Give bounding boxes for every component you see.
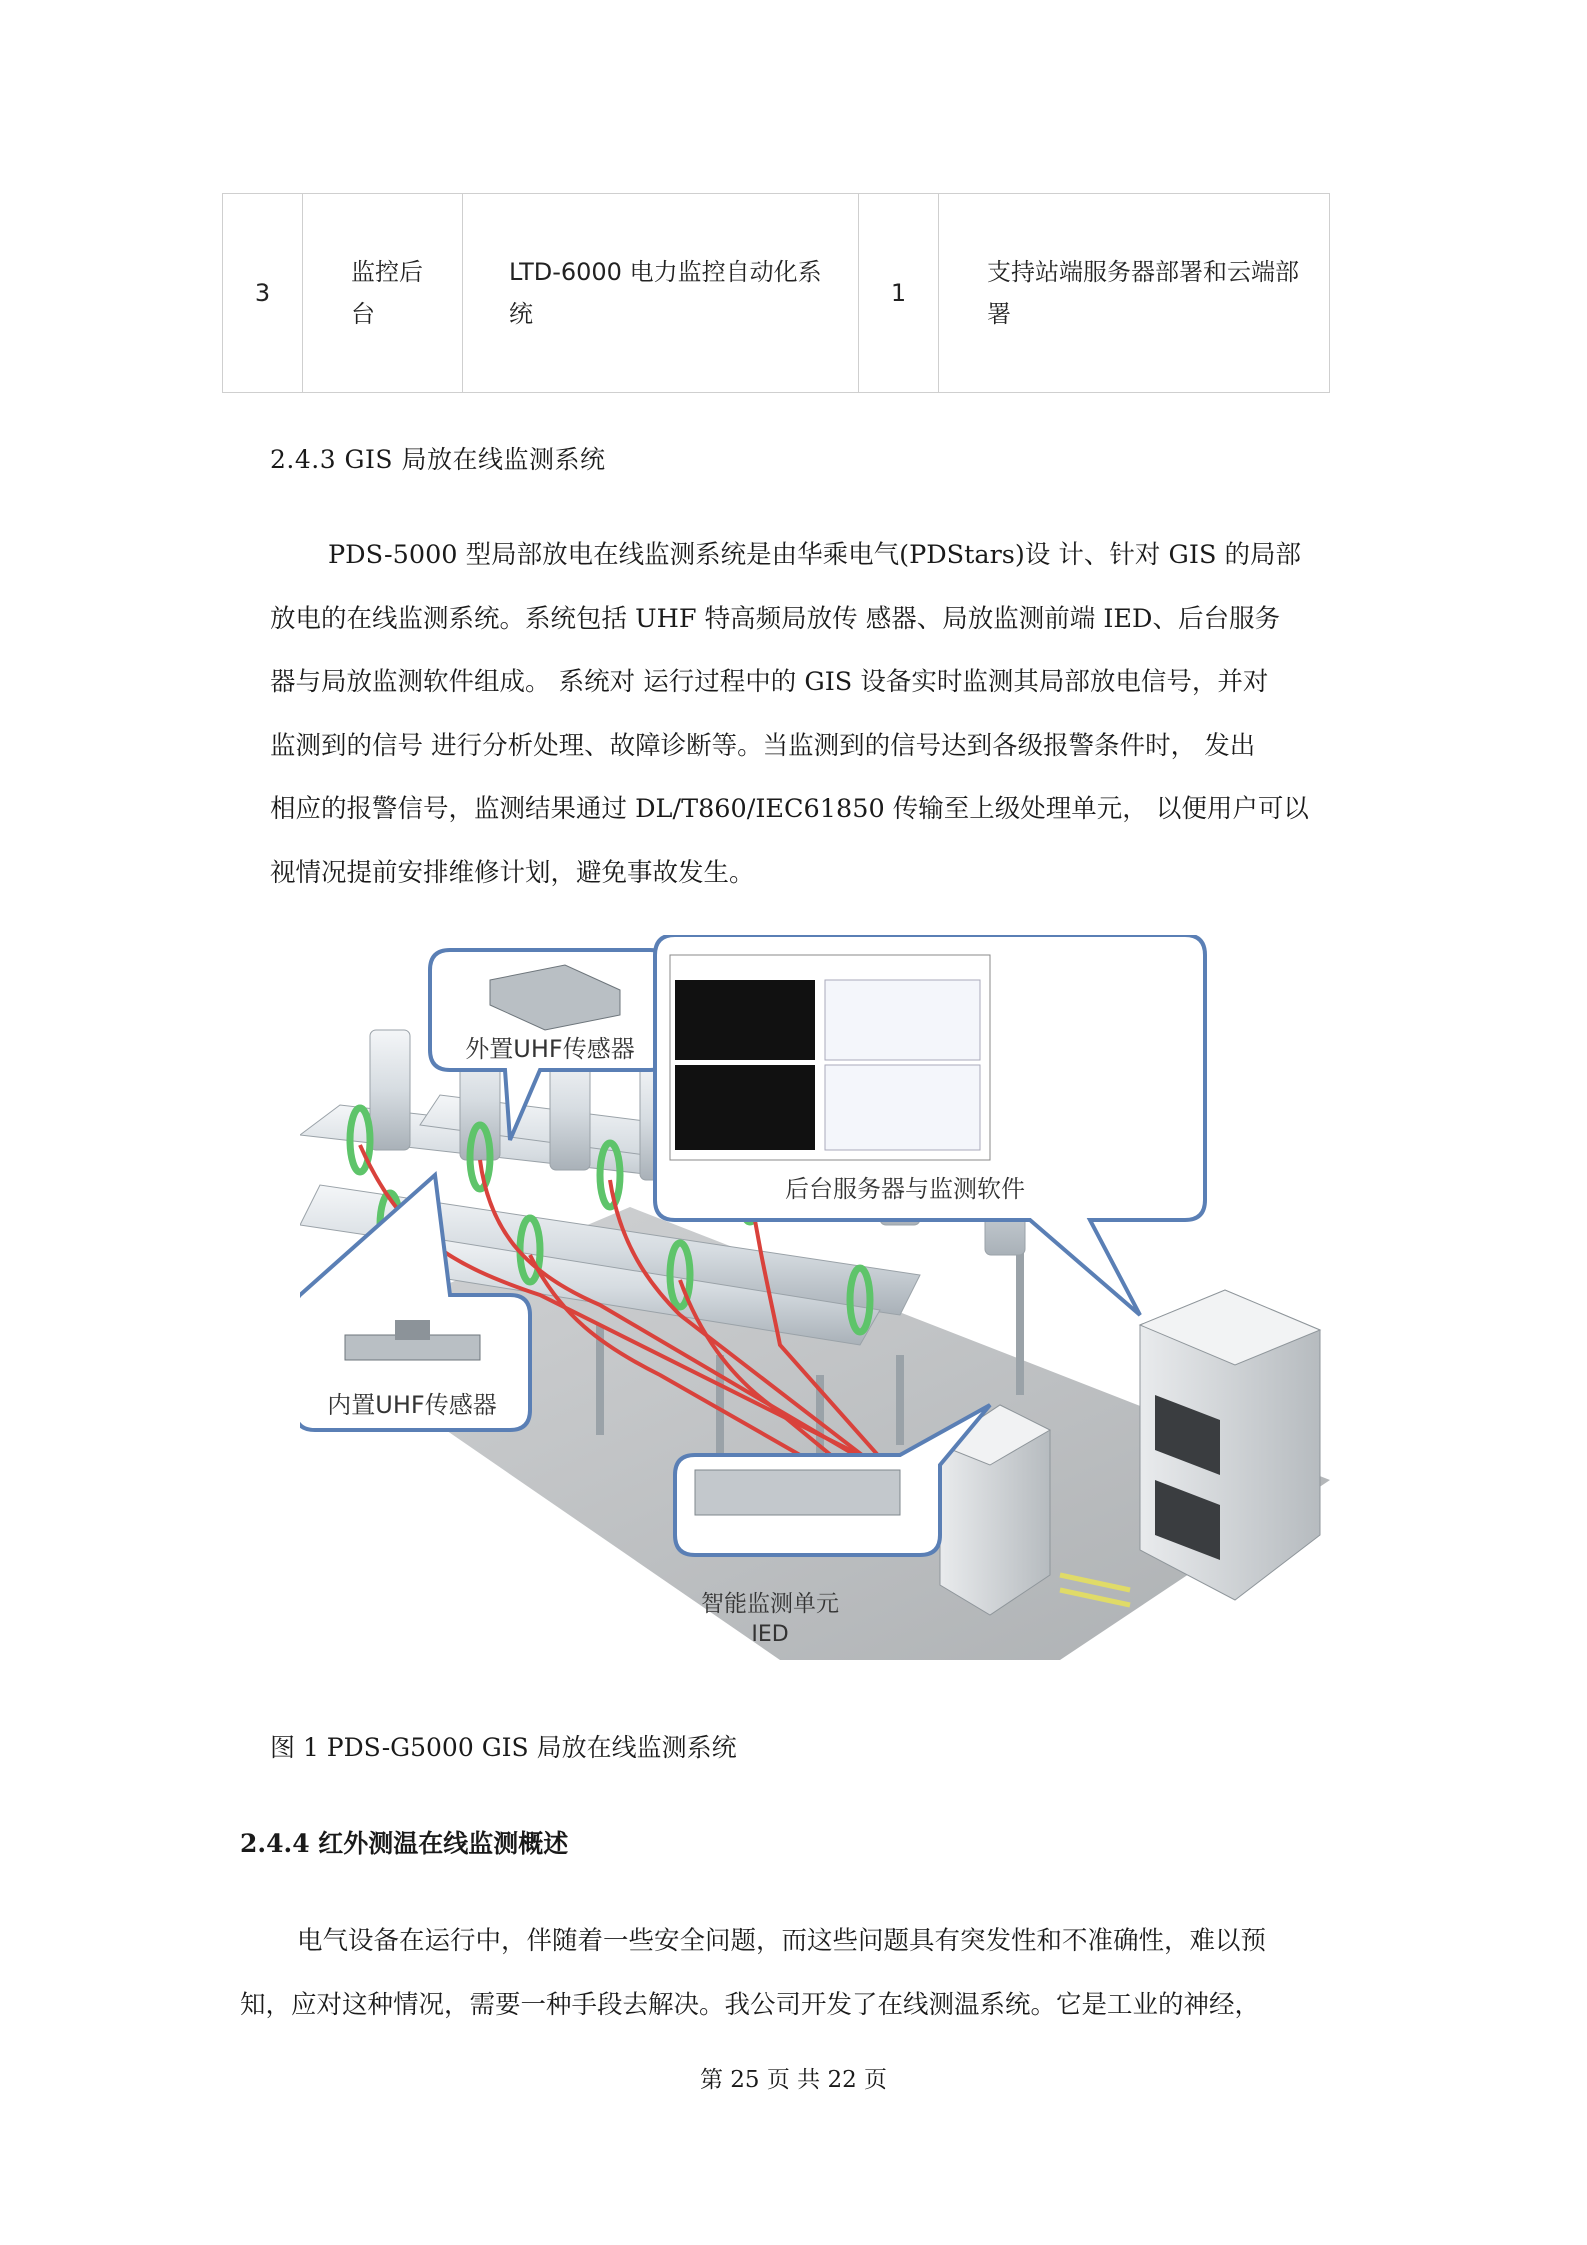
page-footer: 第 25 页 共 22 页	[699, 2067, 888, 2093]
figure-caption: 图 1 PDS-G5000 GIS 局放在线监测系统	[270, 1733, 737, 1762]
row-number: 3	[254, 279, 271, 307]
note-line-1: 支持站端服务器部署和云端部	[987, 258, 1299, 286]
paragraph-line: 放电的在线监测系统。系统包括 UHF 特高频局放传 感器、局放监测前端 IED、后台服务	[270, 603, 1280, 634]
paragraph-line: PDS-5000 型局部放电在线监测系统是由华乘电气(PDStars)设 计、针对 GIS 的局部	[328, 540, 1302, 570]
quantity-cell	[859, 194, 939, 393]
quantity: 1	[890, 279, 907, 307]
internal-uhf-label: 内置UHF传感器	[327, 1391, 497, 1419]
note-cell	[939, 194, 1330, 393]
name-line-2: 台	[351, 300, 375, 328]
note-text	[939, 251, 1329, 335]
paragraph-line: 知，应对这种情况，需要一种手段去解决。我公司开发了在线测温系统。它是工业的神经，	[240, 1989, 1261, 2020]
paragraph-line: 相应的报警信号，监测结果通过 DL/T860/IEC61850 传输至上级处理单元， 以便用户可以	[270, 794, 1309, 824]
product-cell	[463, 194, 859, 393]
section-paragraph-2-4-4	[240, 1910, 1355, 2037]
name-line-1: 监控后	[351, 258, 423, 286]
server-cabinet	[1140, 1290, 1320, 1600]
product-line-2: 统	[509, 300, 533, 328]
name-cell	[303, 194, 463, 393]
product-line-1: LTD-6000 电力监控自动化系	[509, 258, 822, 286]
section-heading-2-4-4: 2.4.4 红外测温在线监测概述	[240, 1829, 569, 1858]
gis-system-diagram	[300, 935, 1410, 1665]
paragraph-line: 器与局放监测软件组成。 系统对 运行过程中的 GIS 设备实时监测其局部放电信号，并对	[270, 667, 1269, 697]
section-paragraph-2-4-3	[270, 524, 1360, 905]
table-row	[223, 194, 1330, 393]
ied-label-line1: 智能监测单元	[701, 1591, 839, 1617]
product-text	[463, 251, 858, 335]
row-number-cell	[223, 194, 303, 393]
ied-unit-image	[695, 1470, 900, 1515]
paragraph-line: 视情况提前安排维修计划，避免事故发生。	[270, 857, 755, 888]
equipment-table	[222, 193, 1330, 393]
ied-label-line2: IED	[751, 1622, 789, 1647]
paragraph-line: 监测到的信号 进行分析处理、故障诊断等。当监测到的信号达到各级报警条件时， 发出	[270, 730, 1256, 761]
note-line-2: 署	[987, 300, 1011, 328]
paragraph-line: 电气设备在运行中，伴随着一些安全问题，而这些问题具有突发性和不准确性，难以预	[297, 1926, 1267, 1956]
external-uhf-label: 外置UHF传感器	[465, 1035, 635, 1063]
server-label: 后台服务器与监测软件	[785, 1175, 1025, 1203]
section-heading-2-4-3: 2.4.3 GIS 局放在线监测系统	[270, 445, 606, 474]
name-text	[303, 251, 462, 335]
